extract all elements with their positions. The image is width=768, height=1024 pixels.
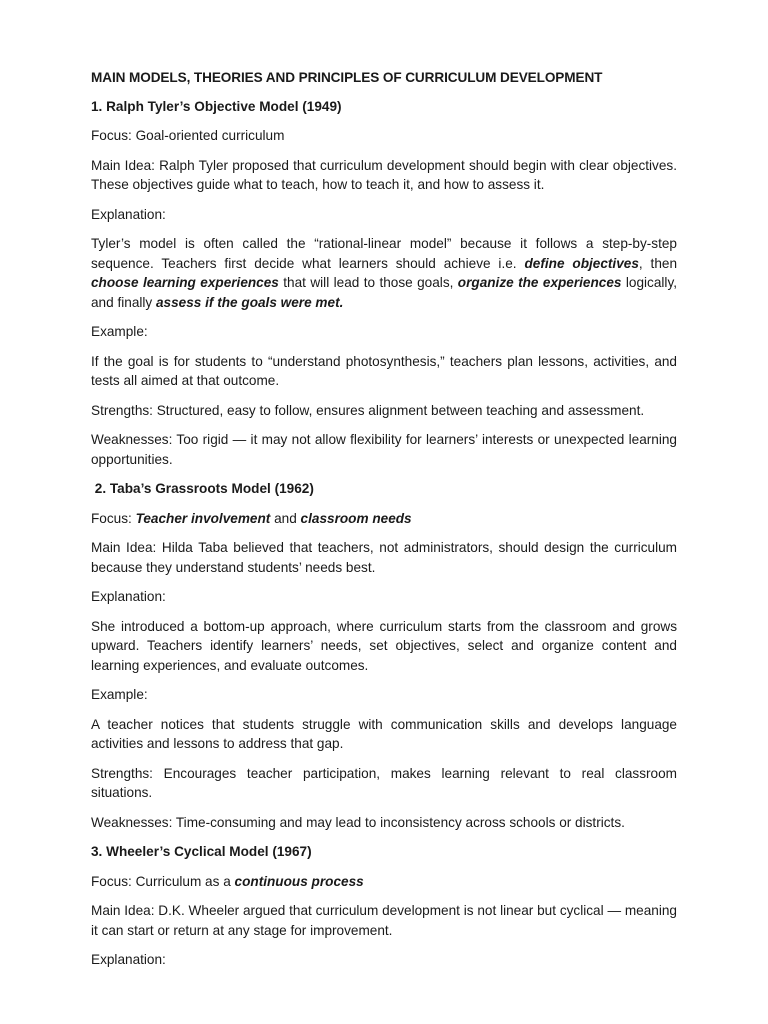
section-heading-taba: 2. Taba’s Grassroots Model (1962) xyxy=(91,481,314,496)
text-segment: Focus: Curriculum as a xyxy=(91,873,235,889)
wheeler-focus xyxy=(91,872,677,892)
tyler-explanation xyxy=(91,234,677,312)
text-segment: , then xyxy=(638,255,678,271)
tyler-explanation-label: Explanation: xyxy=(91,206,166,222)
section-heading-tyler: 1. Ralph Tyler’s Objective Model (1949) xyxy=(91,98,342,114)
tyler-focus: Focus: Goal-oriented curriculum xyxy=(91,128,285,143)
emphasis-teacher-involvement: Teacher involvement xyxy=(135,510,271,526)
taba-main-idea: Main Idea: Hilda Taba believed that teachers, not administrators, should design the curriculum because they understand students’ needs best. xyxy=(91,540,677,575)
tyler-weaknesses: Weaknesses: Too rigid — it may not allow flexibility for learners’ interests or unexpected learning opportunities. xyxy=(91,432,677,467)
taba-explanation-label: Explanation: xyxy=(91,589,166,604)
taba-weaknesses: Weaknesses: Time-consuming and may lead to inconsistency across schools or districts. xyxy=(91,814,625,830)
taba-strengths: Strengths: Encourages teacher participation, makes learning relevant to real classroom situations. xyxy=(91,765,677,800)
taba-example: A teacher notices that students struggle with communication skills and develops language activities and lessons to address that gap. xyxy=(91,716,677,751)
wheeler-main-idea: Main Idea: D.K. Wheeler argued that curriculum development is not linear but cyclical — meaning it can start or return at any stage for improvement. xyxy=(91,903,677,938)
text-segment: Focus: xyxy=(91,510,136,526)
taba-focus xyxy=(91,509,677,529)
tyler-strengths: Strengths: Structured, easy to follow, ensures alignment between teaching and assessment. xyxy=(91,402,645,418)
wheeler-explanation-label: Explanation: xyxy=(91,952,166,967)
tyler-example: If the goal is for students to “understand photosynthesis,” teachers plan lessons, activities, and tests all aimed at that outcome. xyxy=(91,353,677,388)
emphasis-organize-experiences: organize the experiences xyxy=(457,275,622,290)
document-page xyxy=(91,68,677,980)
text-segment: . xyxy=(339,294,344,310)
tyler-main-idea: Main Idea: Ralph Tyler proposed that curriculum development should begin with clear objectives. These objectives guide what to teach, how to teach it, and how to assess it. xyxy=(91,157,677,192)
text-segment: Tyler’s model is often called the “rational-linear model” because it follows a step-by-step sequence. Teachers first decide what learners should achieve i.e. xyxy=(91,236,677,271)
emphasis-choose-learning-experiences: choose learning experiences xyxy=(91,275,279,290)
tyler-example-label: Example: xyxy=(91,324,148,339)
emphasis-continuous-process: continuous process xyxy=(234,873,364,889)
emphasis-classroom-needs: classroom needs xyxy=(300,510,412,526)
text-segment: logically, and finally xyxy=(91,275,678,310)
taba-explanation: She introduced a bottom-up approach, where curriculum starts from the classroom and grows upward. Teachers identify learners’ needs, set objectives, select and organize content and learning experiences, and evaluate outcomes. xyxy=(91,618,677,673)
section-heading-wheeler: 3. Wheeler’s Cyclical Model (1967) xyxy=(91,844,312,859)
emphasis-define-objectives: define objectives xyxy=(524,255,639,271)
text-segment: and xyxy=(270,510,301,526)
document-title: MAIN MODELS, THEORIES AND PRINCIPLES OF CURRICULUM DEVELOPMENT xyxy=(91,70,603,85)
emphasis-assess-goals: assess if the goals were met xyxy=(156,294,340,310)
taba-example-label: Example: xyxy=(91,687,148,702)
text-segment: that will lead to those goals, xyxy=(278,275,458,290)
